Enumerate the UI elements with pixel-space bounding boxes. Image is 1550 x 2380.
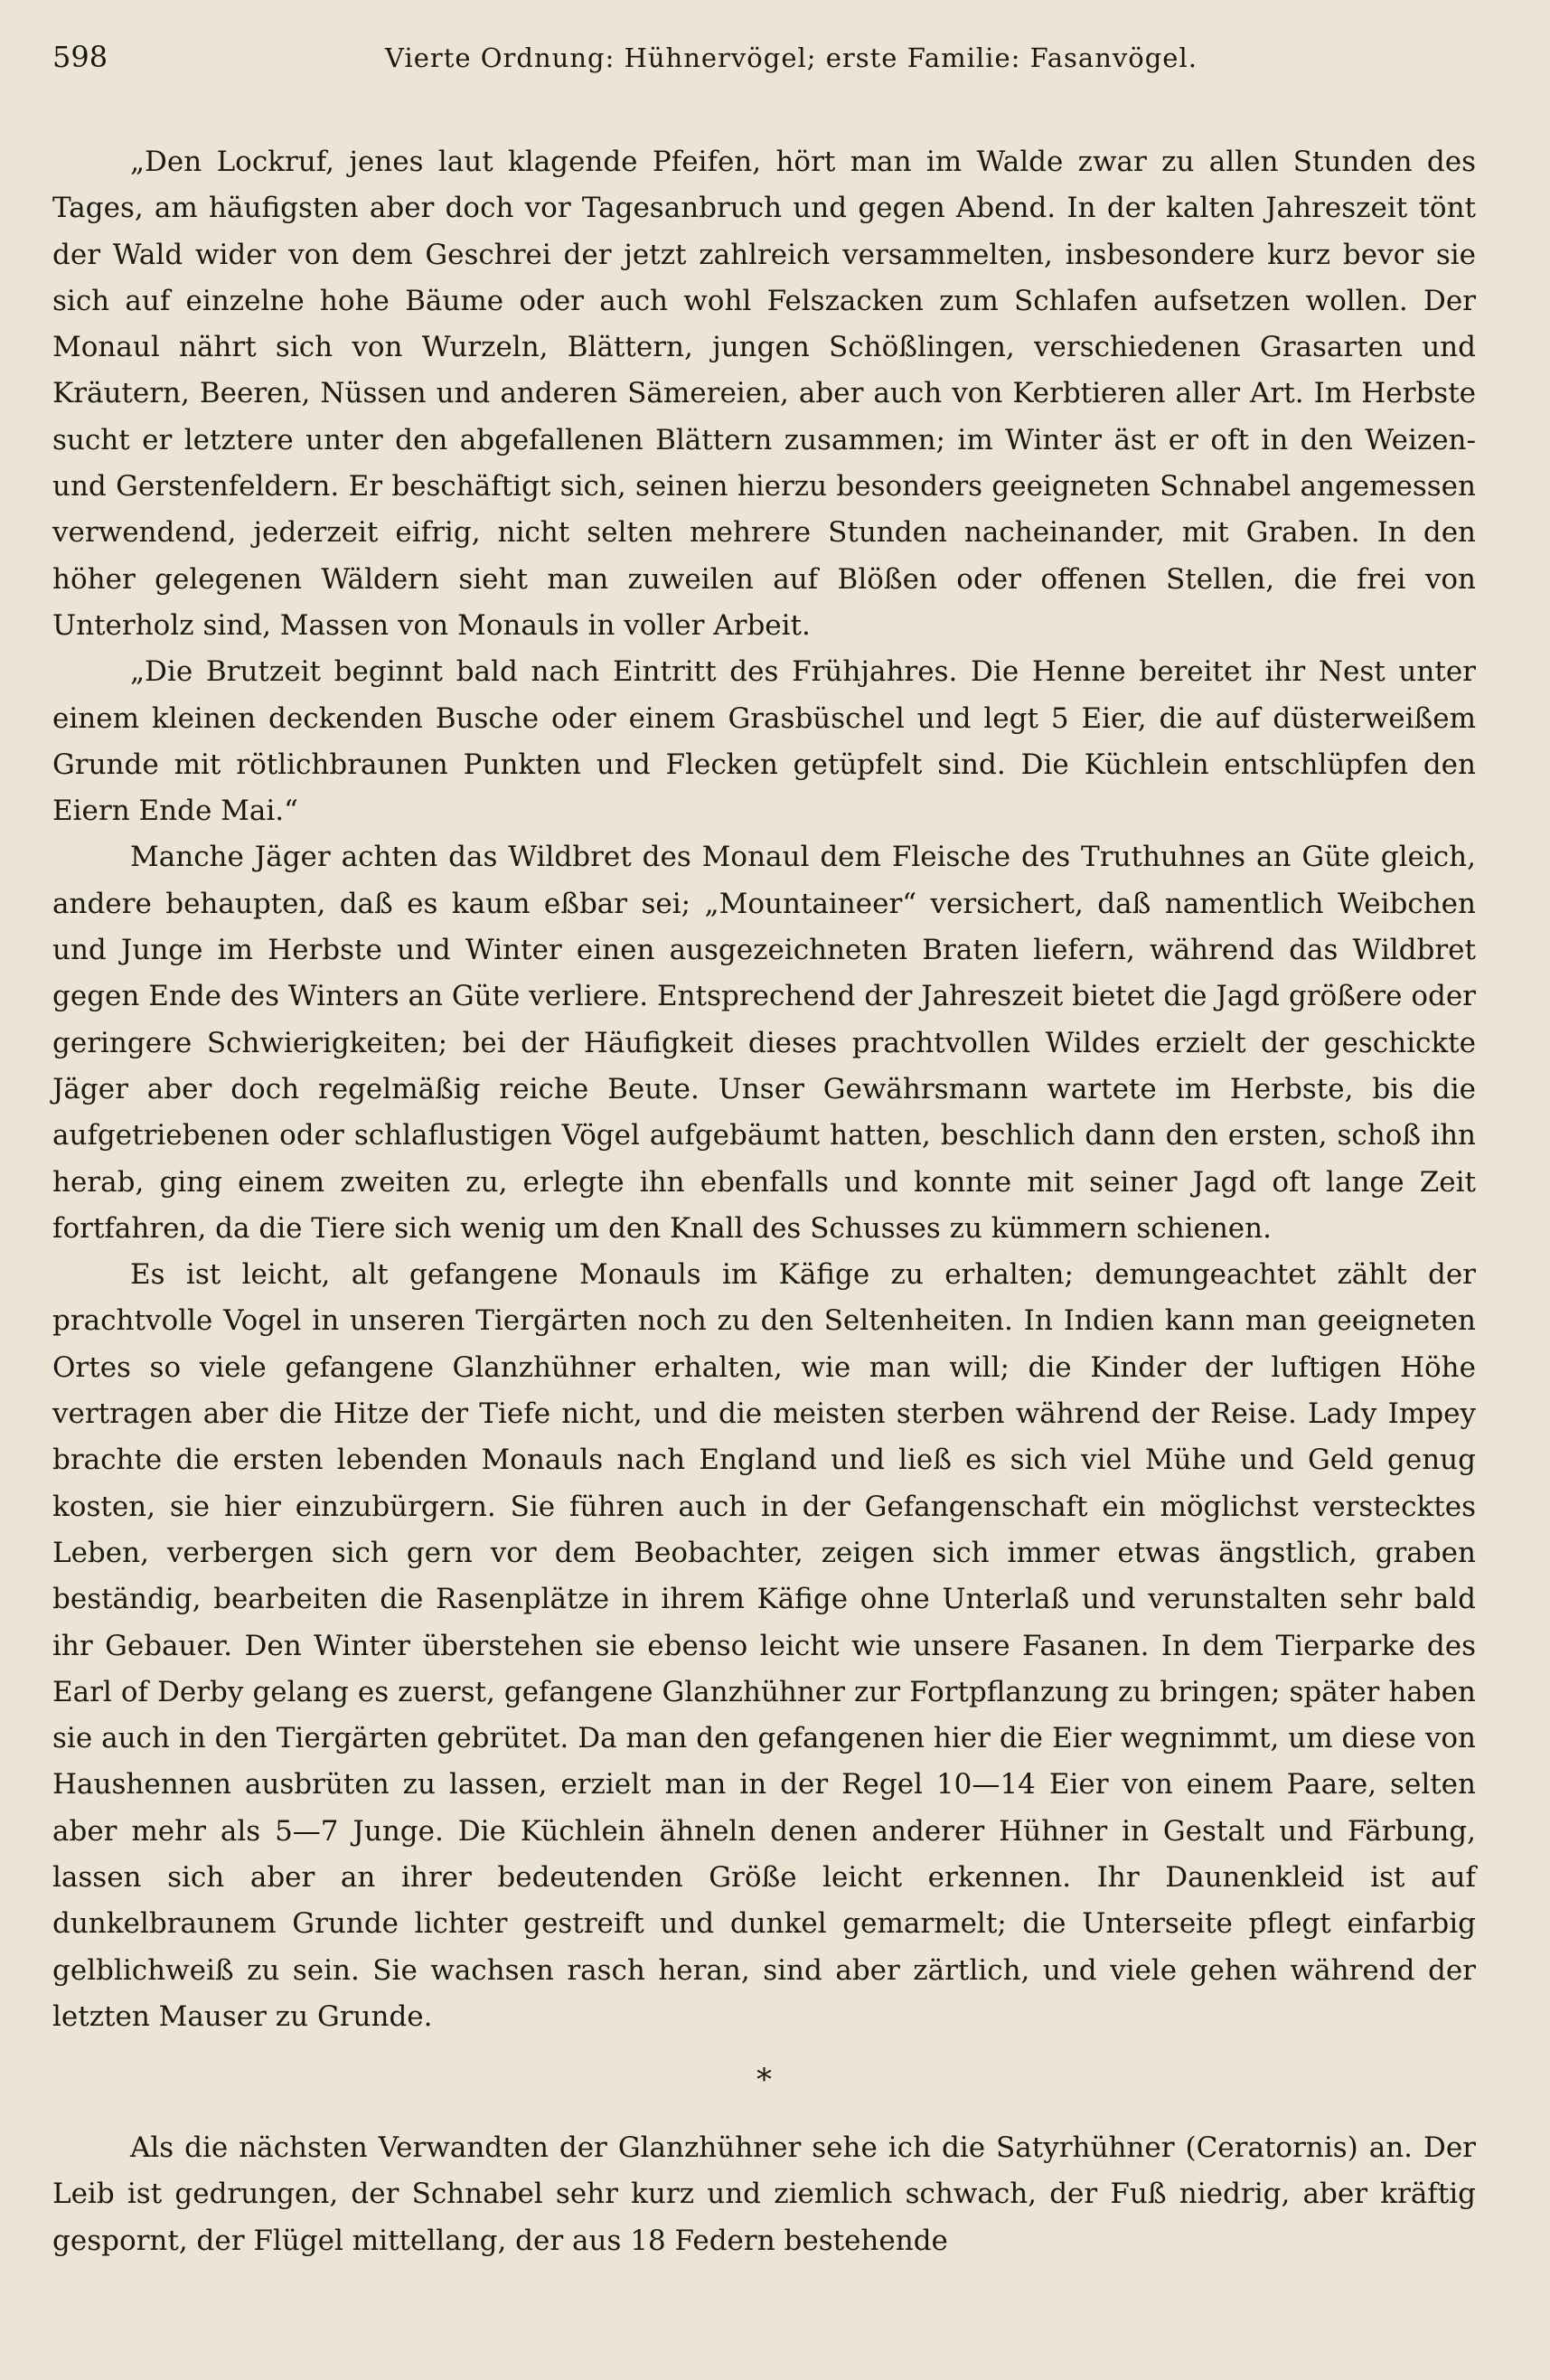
page-number: 598 <box>52 40 108 74</box>
paragraph-jagd: Manche Jäger achten das Wildbret des Monaul dem Fleische des Truthuhnes an Güte gleich, andere behaupten, daß es kaum eßbar sei; „Mountaineer“ versichert, daß namentlich Weibchen und Junge im Herbste und Winter einen ausgezeichneten Braten liefern, während das Wildbret gegen Ende des Winters an Güte verliere. Entsprechend der Jahreszeit bietet die Jagd größere oder geringere Schwierigkeiten; bei der Häufigkeit dieses prachtvollen Wildes erzielt der geschickte Jäger aber doch regelmäßig reiche Beute. Unser Gewährsmann wartete im Herbste, bis die aufgetriebenen oder schlaflustigen Vögel aufgebäumt hatten, beschlich dann den ersten, schoß ihn herab, ging einem zweiten zu, erlegte ihn ebenfalls und konnte mit seiner Jagd oft lange Zeit fortfahren, da die Tiere sich wenig um den Knall des Schusses zu kümmern schienen. <box>52 841 1476 1245</box>
body-text <box>52 139 1476 2264</box>
paragraph-lockruf: „Den Lockruf, jenes laut klagende Pfeifen, hört man im Walde zwar zu allen Stunden des Tages, am häufigsten aber doch vor Tagesanbruch und gegen Abend. In der kalten Jahreszeit tönt der Wald wider von dem Geschrei der jetzt zahlreich versammelten, insbesondere kurz bevor sie sich auf einzelne hohe Bäume oder auch wohl Felszacken zum Schlafen aufsetzen wollen. Der Monaul nährt sich von Wurzeln, Blättern, jungen Schößlingen, verschiedenen Grasarten und Kräutern, Beeren, Nüssen und anderen Sämereien, aber auch von Kerbtieren aller Art. Im Herbste sucht er letztere unter den abgefallenen Blättern zusammen; im Winter äst er oft in den Weizen- und Gerstenfeldern. Er beschäftigt sich, seinen hierzu besonders geeigneten Schnabel angemessen verwendend, jederzeit eifrig, nicht selten mehrere Stunden nacheinander, mit Graben. In den höher gelegenen Wäldern sieht man zuweilen auf Blößen oder offenen Stellen, die frei von Unterholz sind, Massen von Monauls in voller Arbeit. <box>52 146 1476 642</box>
paragraph-brutzeit: „Die Brutzeit beginnt bald nach Eintritt des Frühjahres. Die Henne bereitet ihr Nest unter einem kleinen deckenden Busche oder einem Grasbüschel und legt 5 Eier, die auf düsterweißem Grunde mit rötlichbraunen Punkten und Flecken getüpfelt sind. Die Küchlein entschlüpfen den Eiern Ende Mai.“ <box>52 655 1476 828</box>
paragraph-satyrhuehner: Als die nächsten Verwandten der Glanzhühner sehe ich die Satyrhühner (Ceratornis) an. Der Leib ist gedrungen, der Schnabel sehr kurz und ziemlich schwach, der Fuß niedrig, aber kräftig gespornt, der Flügel mittellang, der aus 18 Federn bestehende <box>52 2131 1476 2257</box>
page-header <box>52 40 1476 94</box>
running-head: Vierte Ordnung: Hühnervögel; erste Familie: Fasanvögel. <box>385 42 1198 73</box>
paragraph-gefangenschaft: Es ist leicht, alt gefangene Monauls im Käfige zu erhalten; demungeachtet zählt der prachtvolle Vogel in unseren Tiergärten noch zu den Seltenheiten. In Indien kann man geeigneten Ortes so viele gefangene Glanzhühner erhalten, wie man will; die Kinder der luftigen Höhe vertragen aber die Hitze der Tiefe nicht, und die meisten sterben während der Reise. Lady Impey brachte die ersten lebenden Monauls nach England und ließ es sich viel Mühe und Geld genug kosten, sie hier einzubürgern. Sie führen auch in der Gefangenschaft ein möglichst verstecktes Leben, verbergen sich gern vor dem Beobachter, zeigen sich immer etwas ängstlich, graben beständig, bearbeiten die Rasenplätze in ihrem Käfige ohne Unterlaß und verunstalten sehr bald ihr Gebauer. Den Winter überstehen sie ebenso leicht wie unsere Fasanen. In dem Tierparke des Earl of Derby gelang es zuerst, gefangene Glanzhühner zur Fortpflanzung zu bringen; später haben sie auch in den Tiergärten gebrütet. Da man den gefangenen hier die Eier wegnimmt, um diese von Haushennen ausbrüten zu lassen, erzielt man in der Regel 10—14 Eier von einem Paare, selten aber mehr als 5—7 Junge. Die Küchlein ähneln denen anderer Hühner in Gestalt und Färbung, lassen sich aber an ihrer bedeutenden Größe leicht erkennen. Ihr Daunenkleid ist auf dunkelbraunem Grunde lichter gestreift und dunkel gemarmelt; die Unterseite pflegt einfarbig gelblichweiß zu sein. Sie wachsen rasch heran, sind aber zärtlich, und viele gehen während der letzten Mauser zu Grunde. <box>52 1258 1476 2033</box>
section-separator: * <box>756 2062 772 2099</box>
